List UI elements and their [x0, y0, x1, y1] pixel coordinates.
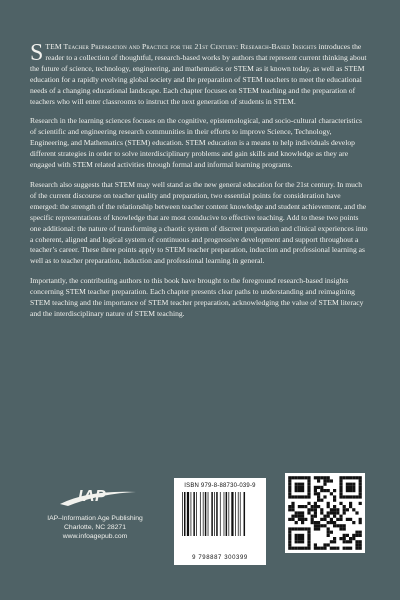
publisher-city: Charlotte, NC 28271: [64, 524, 126, 531]
isbn-label: ISBN 979-8-88730-039-9: [184, 483, 256, 489]
barcode-digits: 9 798887 300399: [192, 555, 248, 561]
dropcap: S: [30, 40, 44, 66]
barcode-icon: [180, 492, 260, 547]
paragraph-learning-sciences: Research in the learning sciences focuses on the cognitive, epistemological, and socio-cultural characteristics of scientific and engineering research communities in their efforts to improve Science, Technology, Engineering, and Mathematics (STEM) education. STEM education is a means to help individuals develop different strategies in order to solve interdisciplinary problems and gain skills and knowledge as they are engaged with STEM related activities through formal and informal learning programs.: [30, 116, 362, 170]
paragraph-general-education: Research also suggests that STEM may well stand as the new general education for the 21st century. In much of the current discourse on teacher quality and preparation, two essential points for consideration have emerged: the strength of the relationship between teacher content knowledge and student achievement, and the specific representations of knowledge that are most conducive to effective teaching. Add to these two points one additional: the nature of transforming a chaotic system of discreet preparation and clinical experiences into a coherent, aligned and logical system of continuous and progressive development and support throughout a teacher’s career. These three points apply to STEM teacher preparation, induction and professional learning as well as to teacher preparation, induction and professional learning in general.: [30, 179, 368, 266]
iap-logo-text: IAP: [78, 488, 107, 505]
iap-logo: [30, 486, 160, 508]
qr-code-icon: [285, 473, 365, 553]
back-cover-text: [30, 42, 370, 329]
paragraph-intro: [30, 42, 370, 107]
publisher-name: IAP–Information Age Publishing: [47, 515, 143, 522]
paragraph-contributing-authors: Importantly, the contributing authors to this book have brought to the foreground research-based insights concerning STEM teacher preparation. Each chapter presents clear paths to understanding and reimagining STEM teaching and the importance of STEM teacher preparation, acknowledging the value of STEM literacy and the interdisciplinary nature of STEM teaching.: [30, 276, 364, 318]
paragraph-intro-text: introduces the reader to a collection of thoughtful, research-based works by authors that represent current thinking about the future of science, technology, engineering, and mathematics or STEM as it known today, as well as STEM education for a rapidly evolving global society and the preparation of STEM teachers to meet the educational needs of a changing educational landscape. Each chapter focuses on STEM teaching and the preparation of teachers who will enter classrooms to instruct the next generation of students in STEM.: [30, 42, 367, 106]
publisher-block: [30, 486, 160, 541]
barcode-box: [174, 478, 266, 565]
book-title: TEM Teacher Preparation and Practice for the 21st Century: Research-Based Insights: [45, 42, 317, 51]
publisher-website: www.infoagepub.com: [62, 533, 128, 540]
